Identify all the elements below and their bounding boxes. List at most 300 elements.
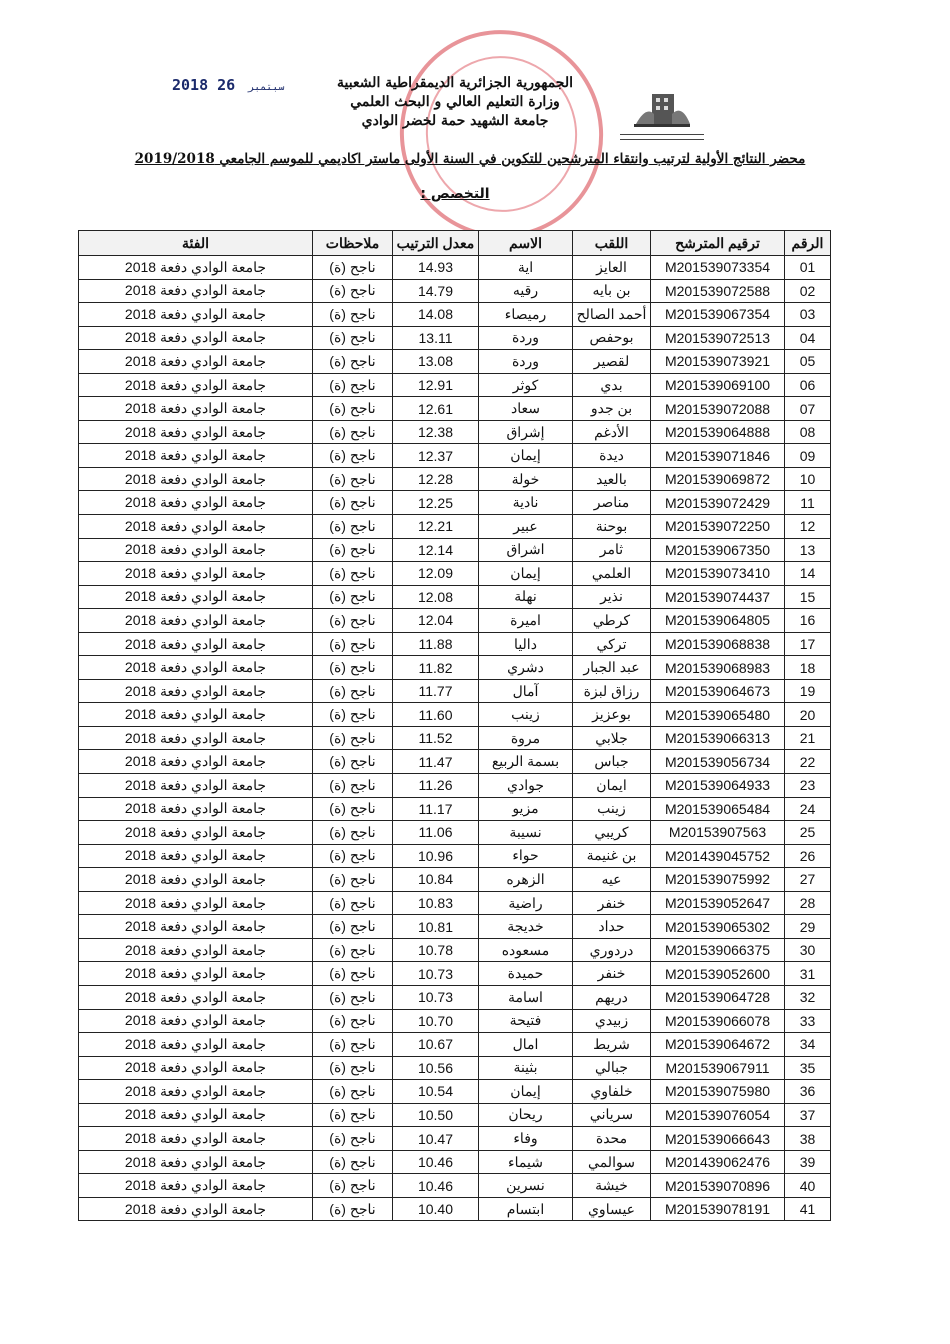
- row-number-cell: 28: [785, 891, 831, 915]
- header-line-university: جامعة الشهيد حمة لخضر الوادي: [361, 113, 549, 129]
- candidate-id-cell: M201539073354: [651, 256, 785, 280]
- row-number-cell: 23: [785, 774, 831, 798]
- candidate-id-cell: M201539068838: [651, 632, 785, 656]
- category-cell: جامعة الوادي دفعة 2018: [79, 538, 313, 562]
- average-cell: 11.77: [393, 679, 479, 703]
- notes-cell: ناجح (ة): [313, 444, 393, 468]
- row-number-cell: 15: [785, 585, 831, 609]
- table-row: [79, 397, 831, 421]
- notes-cell: ناجح (ة): [313, 656, 393, 680]
- average-cell: 12.09: [393, 562, 479, 586]
- candidate-id-cell: M201539066078: [651, 1009, 785, 1033]
- logo-caption-line: [620, 134, 704, 140]
- last-name-cell: شريط: [573, 1033, 651, 1057]
- category-cell: جامعة الوادي دفعة 2018: [79, 1150, 313, 1174]
- last-name-cell: ايمان: [573, 774, 651, 798]
- notes-cell: ناجح (ة): [313, 326, 393, 350]
- table-row: [79, 585, 831, 609]
- last-name-cell: تركي: [573, 632, 651, 656]
- candidate-id-cell: M201539064805: [651, 609, 785, 633]
- average-cell: 12.38: [393, 420, 479, 444]
- candidate-id-cell: M201539072088: [651, 397, 785, 421]
- table-row: [79, 632, 831, 656]
- first-name-cell: رقيه: [479, 279, 573, 303]
- candidate-id-cell: M201439045752: [651, 844, 785, 868]
- candidate-id-cell: M201539069872: [651, 467, 785, 491]
- first-name-cell: فتيحة: [479, 1009, 573, 1033]
- average-cell: 14.93: [393, 256, 479, 280]
- category-cell: جامعة الوادي دفعة 2018: [79, 585, 313, 609]
- institution-header: [300, 74, 610, 131]
- table-row: [79, 821, 831, 845]
- row-number-cell: 40: [785, 1174, 831, 1198]
- average-cell: 12.04: [393, 609, 479, 633]
- last-name-cell: زبيدي: [573, 1009, 651, 1033]
- table-row: [79, 1127, 831, 1151]
- first-name-cell: خولة: [479, 467, 573, 491]
- table-row: [79, 750, 831, 774]
- table-row: [79, 656, 831, 680]
- row-number-cell: 08: [785, 420, 831, 444]
- category-cell: جامعة الوادي دفعة 2018: [79, 1197, 313, 1221]
- notes-cell: ناجح (ة): [313, 1056, 393, 1080]
- average-cell: 11.26: [393, 774, 479, 798]
- candidate-id-cell: M201539064673: [651, 679, 785, 703]
- average-cell: 12.14: [393, 538, 479, 562]
- category-cell: جامعة الوادي دفعة 2018: [79, 303, 313, 327]
- notes-cell: ناجح (ة): [313, 844, 393, 868]
- table-row: [79, 1174, 831, 1198]
- candidate-id-cell: M201539074437: [651, 585, 785, 609]
- date-year: 2018: [172, 76, 209, 94]
- table-row: [79, 609, 831, 633]
- last-name-cell: رزاق لبزة: [573, 679, 651, 703]
- last-name-cell: محدة: [573, 1127, 651, 1151]
- candidate-id-cell: M201539073921: [651, 350, 785, 374]
- column-header-first-name: الاسم: [479, 231, 573, 256]
- last-name-cell: بن غنيمة: [573, 844, 651, 868]
- category-cell: جامعة الوادي دفعة 2018: [79, 962, 313, 986]
- category-cell: جامعة الوادي دفعة 2018: [79, 821, 313, 845]
- average-cell: 10.73: [393, 962, 479, 986]
- average-cell: 10.46: [393, 1174, 479, 1198]
- candidate-id-cell: M201539078191: [651, 1197, 785, 1221]
- first-name-cell: خديجة: [479, 915, 573, 939]
- last-name-cell: بوعزيز: [573, 703, 651, 727]
- candidate-id-cell: M201539072429: [651, 491, 785, 515]
- table-row: [79, 1033, 831, 1057]
- last-name-cell: بوحنة: [573, 515, 651, 539]
- last-name-cell: كريبي: [573, 821, 651, 845]
- candidate-id-cell: M201539069100: [651, 373, 785, 397]
- candidate-id-cell: M201539067911: [651, 1056, 785, 1080]
- table-row: [79, 1103, 831, 1127]
- first-name-cell: مروة: [479, 726, 573, 750]
- average-cell: 12.37: [393, 444, 479, 468]
- category-cell: جامعة الوادي دفعة 2018: [79, 279, 313, 303]
- average-cell: 10.70: [393, 1009, 479, 1033]
- category-cell: جامعة الوادي دفعة 2018: [79, 750, 313, 774]
- row-number-cell: 12: [785, 515, 831, 539]
- date-month: سبتمبر: [248, 82, 285, 93]
- notes-cell: ناجح (ة): [313, 585, 393, 609]
- category-cell: جامعة الوادي دفعة 2018: [79, 703, 313, 727]
- candidate-id-cell: M201539072588: [651, 279, 785, 303]
- table-row: [79, 326, 831, 350]
- last-name-cell: خلفاوي: [573, 1080, 651, 1104]
- category-cell: جامعة الوادي دفعة 2018: [79, 1080, 313, 1104]
- last-name-cell: بالعيد: [573, 467, 651, 491]
- category-cell: جامعة الوادي دفعة 2018: [79, 868, 313, 892]
- category-cell: جامعة الوادي دفعة 2018: [79, 420, 313, 444]
- category-cell: جامعة الوادي دفعة 2018: [79, 1127, 313, 1151]
- last-name-cell: بن بايه: [573, 279, 651, 303]
- table-row: [79, 350, 831, 374]
- last-name-cell: عيه: [573, 868, 651, 892]
- candidate-id-cell: M20153907563: [651, 821, 785, 845]
- row-number-cell: 24: [785, 797, 831, 821]
- category-cell: جامعة الوادي دفعة 2018: [79, 985, 313, 1009]
- average-cell: 10.50: [393, 1103, 479, 1127]
- row-number-cell: 31: [785, 962, 831, 986]
- row-number-cell: 35: [785, 1056, 831, 1080]
- category-cell: جامعة الوادي دفعة 2018: [79, 1009, 313, 1033]
- last-name-cell: خنفر: [573, 891, 651, 915]
- average-cell: 11.06: [393, 821, 479, 845]
- average-cell: 10.46: [393, 1150, 479, 1174]
- category-cell: جامعة الوادي دفعة 2018: [79, 915, 313, 939]
- last-name-cell: أحمد الصالح: [573, 303, 651, 327]
- last-name-cell: دريهم: [573, 985, 651, 1009]
- notes-cell: ناجح (ة): [313, 985, 393, 1009]
- first-name-cell: نسيبة: [479, 821, 573, 845]
- notes-cell: ناجح (ة): [313, 703, 393, 727]
- candidate-id-cell: M201539075980: [651, 1080, 785, 1104]
- candidate-id-cell: M201539071846: [651, 444, 785, 468]
- category-cell: جامعة الوادي دفعة 2018: [79, 491, 313, 515]
- notes-cell: ناجح (ة): [313, 279, 393, 303]
- first-name-cell: إيمان: [479, 562, 573, 586]
- table-row: [79, 868, 831, 892]
- table-row: [79, 915, 831, 939]
- table-row: [79, 774, 831, 798]
- first-name-cell: نهلة: [479, 585, 573, 609]
- first-name-cell: مسعوده: [479, 938, 573, 962]
- row-number-cell: 01: [785, 256, 831, 280]
- last-name-cell: العلمي: [573, 562, 651, 586]
- category-cell: جامعة الوادي دفعة 2018: [79, 515, 313, 539]
- table-row: [79, 256, 831, 280]
- first-name-cell: اية: [479, 256, 573, 280]
- first-name-cell: نادية: [479, 491, 573, 515]
- row-number-cell: 16: [785, 609, 831, 633]
- date-day: 26: [217, 76, 236, 94]
- row-number-cell: 22: [785, 750, 831, 774]
- notes-cell: ناجح (ة): [313, 562, 393, 586]
- candidate-id-cell: M201539067354: [651, 303, 785, 327]
- notes-cell: ناجح (ة): [313, 891, 393, 915]
- table-row: [79, 1080, 831, 1104]
- first-name-cell: اميرة: [479, 609, 573, 633]
- university-logo-icon: [632, 88, 692, 132]
- specialty-label: التخصص :: [420, 186, 490, 202]
- average-cell: 10.40: [393, 1197, 479, 1221]
- table-row: [79, 373, 831, 397]
- notes-cell: ناجح (ة): [313, 1080, 393, 1104]
- table-row: [79, 1150, 831, 1174]
- row-number-cell: 11: [785, 491, 831, 515]
- last-name-cell: الأدغم: [573, 420, 651, 444]
- average-cell: 10.47: [393, 1127, 479, 1151]
- notes-cell: ناجح (ة): [313, 420, 393, 444]
- last-name-cell: نذير: [573, 585, 651, 609]
- column-header-candidate-id: ترقيم المترشح: [651, 231, 785, 256]
- candidate-id-cell: M201539066313: [651, 726, 785, 750]
- category-cell: جامعة الوادي دفعة 2018: [79, 1174, 313, 1198]
- notes-cell: ناجح (ة): [313, 515, 393, 539]
- first-name-cell: ريحان: [479, 1103, 573, 1127]
- category-cell: جامعة الوادي دفعة 2018: [79, 632, 313, 656]
- row-number-cell: 30: [785, 938, 831, 962]
- last-name-cell: لقصير: [573, 350, 651, 374]
- last-name-cell: سرياني: [573, 1103, 651, 1127]
- table-row: [79, 467, 831, 491]
- first-name-cell: حواء: [479, 844, 573, 868]
- notes-cell: ناجح (ة): [313, 726, 393, 750]
- category-cell: جامعة الوادي دفعة 2018: [79, 774, 313, 798]
- row-number-cell: 27: [785, 868, 831, 892]
- average-cell: 12.21: [393, 515, 479, 539]
- average-cell: 13.11: [393, 326, 479, 350]
- notes-cell: ناجح (ة): [313, 397, 393, 421]
- header-line-ministry: وزارة التعليم العالي و البحث العلمي: [350, 94, 560, 110]
- notes-cell: ناجح (ة): [313, 915, 393, 939]
- last-name-cell: مناصر: [573, 491, 651, 515]
- table-row: [79, 891, 831, 915]
- average-cell: 14.08: [393, 303, 479, 327]
- first-name-cell: اسامة: [479, 985, 573, 1009]
- row-number-cell: 18: [785, 656, 831, 680]
- table-row: [79, 491, 831, 515]
- candidate-id-cell: M201539073410: [651, 562, 785, 586]
- first-name-cell: سعاد: [479, 397, 573, 421]
- table-row: [79, 1056, 831, 1080]
- column-header-last-name: اللقب: [573, 231, 651, 256]
- average-cell: 10.56: [393, 1056, 479, 1080]
- table-row: [79, 844, 831, 868]
- average-cell: 13.08: [393, 350, 479, 374]
- category-cell: جامعة الوادي دفعة 2018: [79, 256, 313, 280]
- notes-cell: ناجح (ة): [313, 609, 393, 633]
- candidate-id-cell: M201539064728: [651, 985, 785, 1009]
- average-cell: 11.60: [393, 703, 479, 727]
- first-name-cell: اشراق: [479, 538, 573, 562]
- last-name-cell: بوحفص: [573, 326, 651, 350]
- candidate-id-cell: M201539067350: [651, 538, 785, 562]
- average-cell: 12.61: [393, 397, 479, 421]
- average-cell: 10.84: [393, 868, 479, 892]
- average-cell: 12.25: [393, 491, 479, 515]
- first-name-cell: مزيو: [479, 797, 573, 821]
- last-name-cell: دردوري: [573, 938, 651, 962]
- average-cell: 12.08: [393, 585, 479, 609]
- row-number-cell: 10: [785, 467, 831, 491]
- last-name-cell: حداد: [573, 915, 651, 939]
- candidate-id-cell: M201539064672: [651, 1033, 785, 1057]
- first-name-cell: إشراق: [479, 420, 573, 444]
- first-name-cell: راضية: [479, 891, 573, 915]
- notes-cell: ناجح (ة): [313, 938, 393, 962]
- table-row: [79, 1009, 831, 1033]
- first-name-cell: امال: [479, 1033, 573, 1057]
- table-row: [79, 797, 831, 821]
- candidate-id-cell: M201539064933: [651, 774, 785, 798]
- last-name-cell: خنفر: [573, 962, 651, 986]
- average-cell: 11.88: [393, 632, 479, 656]
- table-row: [79, 562, 831, 586]
- first-name-cell: بسمة الربيع: [479, 750, 573, 774]
- table-row: [79, 444, 831, 468]
- notes-cell: ناجح (ة): [313, 1033, 393, 1057]
- notes-cell: ناجح (ة): [313, 750, 393, 774]
- candidate-id-cell: M201539068983: [651, 656, 785, 680]
- candidate-id-cell: M201539066643: [651, 1127, 785, 1151]
- last-name-cell: عيساوي: [573, 1197, 651, 1221]
- column-header-category: الفئة: [79, 231, 313, 256]
- notes-cell: ناجح (ة): [313, 1197, 393, 1221]
- date-stamp: [172, 76, 288, 94]
- last-name-cell: جبالي: [573, 1056, 651, 1080]
- row-number-cell: 02: [785, 279, 831, 303]
- row-number-cell: 38: [785, 1127, 831, 1151]
- first-name-cell: دشري: [479, 656, 573, 680]
- row-number-cell: 41: [785, 1197, 831, 1221]
- column-header-average: معدل الترتيب: [393, 231, 479, 256]
- table-row: [79, 515, 831, 539]
- first-name-cell: إيمان: [479, 1080, 573, 1104]
- first-name-cell: داليا: [479, 632, 573, 656]
- row-number-cell: 05: [785, 350, 831, 374]
- candidate-id-cell: M201539066375: [651, 938, 785, 962]
- category-cell: جامعة الوادي دفعة 2018: [79, 562, 313, 586]
- category-cell: جامعة الوادي دفعة 2018: [79, 679, 313, 703]
- average-cell: 10.83: [393, 891, 479, 915]
- row-number-cell: 13: [785, 538, 831, 562]
- first-name-cell: حميدة: [479, 962, 573, 986]
- row-number-cell: 34: [785, 1033, 831, 1057]
- average-cell: 11.82: [393, 656, 479, 680]
- row-number-cell: 04: [785, 326, 831, 350]
- notes-cell: ناجح (ة): [313, 373, 393, 397]
- row-number-cell: 39: [785, 1150, 831, 1174]
- notes-cell: ناجح (ة): [313, 797, 393, 821]
- candidate-id-cell: M201539065480: [651, 703, 785, 727]
- last-name-cell: زينب: [573, 797, 651, 821]
- notes-cell: ناجح (ة): [313, 1127, 393, 1151]
- notes-cell: ناجح (ة): [313, 868, 393, 892]
- last-name-cell: جباس: [573, 750, 651, 774]
- first-name-cell: عبير: [479, 515, 573, 539]
- table-row: [79, 726, 831, 750]
- candidate-id-cell: M201539072250: [651, 515, 785, 539]
- category-cell: جامعة الوادي دفعة 2018: [79, 373, 313, 397]
- last-name-cell: ثامر: [573, 538, 651, 562]
- row-number-cell: 20: [785, 703, 831, 727]
- category-cell: جامعة الوادي دفعة 2018: [79, 1033, 313, 1057]
- last-name-cell: كرطي: [573, 609, 651, 633]
- notes-cell: ناجح (ة): [313, 679, 393, 703]
- row-number-cell: 33: [785, 1009, 831, 1033]
- last-name-cell: ديدة: [573, 444, 651, 468]
- notes-cell: ناجح (ة): [313, 350, 393, 374]
- first-name-cell: وردة: [479, 350, 573, 374]
- average-cell: 10.78: [393, 938, 479, 962]
- category-cell: جامعة الوادي دفعة 2018: [79, 350, 313, 374]
- table-row: [79, 303, 831, 327]
- notes-cell: ناجح (ة): [313, 467, 393, 491]
- notes-cell: ناجح (ة): [313, 538, 393, 562]
- row-number-cell: 29: [785, 915, 831, 939]
- table-row: [79, 938, 831, 962]
- row-number-cell: 07: [785, 397, 831, 421]
- notes-cell: ناجح (ة): [313, 256, 393, 280]
- last-name-cell: بدي: [573, 373, 651, 397]
- first-name-cell: رميصاء: [479, 303, 573, 327]
- row-number-cell: 32: [785, 985, 831, 1009]
- category-cell: جامعة الوادي دفعة 2018: [79, 326, 313, 350]
- last-name-cell: جلابي: [573, 726, 651, 750]
- row-number-cell: 25: [785, 821, 831, 845]
- table-header-row: [79, 231, 831, 256]
- candidate-id-cell: M201539064888: [651, 420, 785, 444]
- last-name-cell: سوالمي: [573, 1150, 651, 1174]
- results-table: [78, 230, 831, 1221]
- table-row: [79, 538, 831, 562]
- row-number-cell: 09: [785, 444, 831, 468]
- row-number-cell: 06: [785, 373, 831, 397]
- first-name-cell: وردة: [479, 326, 573, 350]
- first-name-cell: آمال: [479, 679, 573, 703]
- average-cell: 10.73: [393, 985, 479, 1009]
- first-name-cell: جوادي: [479, 774, 573, 798]
- candidate-id-cell: M201539052647: [651, 891, 785, 915]
- table-body: [79, 256, 831, 1221]
- average-cell: 14.79: [393, 279, 479, 303]
- candidate-id-cell: M201539065484: [651, 797, 785, 821]
- row-number-cell: 26: [785, 844, 831, 868]
- last-name-cell: بن جدو: [573, 397, 651, 421]
- last-name-cell: العايز: [573, 256, 651, 280]
- first-name-cell: ابتسام: [479, 1197, 573, 1221]
- candidate-id-cell: M201539072513: [651, 326, 785, 350]
- category-cell: جامعة الوادي دفعة 2018: [79, 444, 313, 468]
- category-cell: جامعة الوادي دفعة 2018: [79, 1103, 313, 1127]
- first-name-cell: شيماء: [479, 1150, 573, 1174]
- row-number-cell: 03: [785, 303, 831, 327]
- candidate-id-cell: M201539070896: [651, 1174, 785, 1198]
- candidate-id-cell: M201539065302: [651, 915, 785, 939]
- average-cell: 10.81: [393, 915, 479, 939]
- candidate-id-cell: M201539052600: [651, 962, 785, 986]
- category-cell: جامعة الوادي دفعة 2018: [79, 397, 313, 421]
- row-number-cell: 21: [785, 726, 831, 750]
- table-row: [79, 985, 831, 1009]
- average-cell: 10.96: [393, 844, 479, 868]
- category-cell: جامعة الوادي دفعة 2018: [79, 656, 313, 680]
- first-name-cell: زينب: [479, 703, 573, 727]
- candidate-id-cell: M201439062476: [651, 1150, 785, 1174]
- row-number-cell: 37: [785, 1103, 831, 1127]
